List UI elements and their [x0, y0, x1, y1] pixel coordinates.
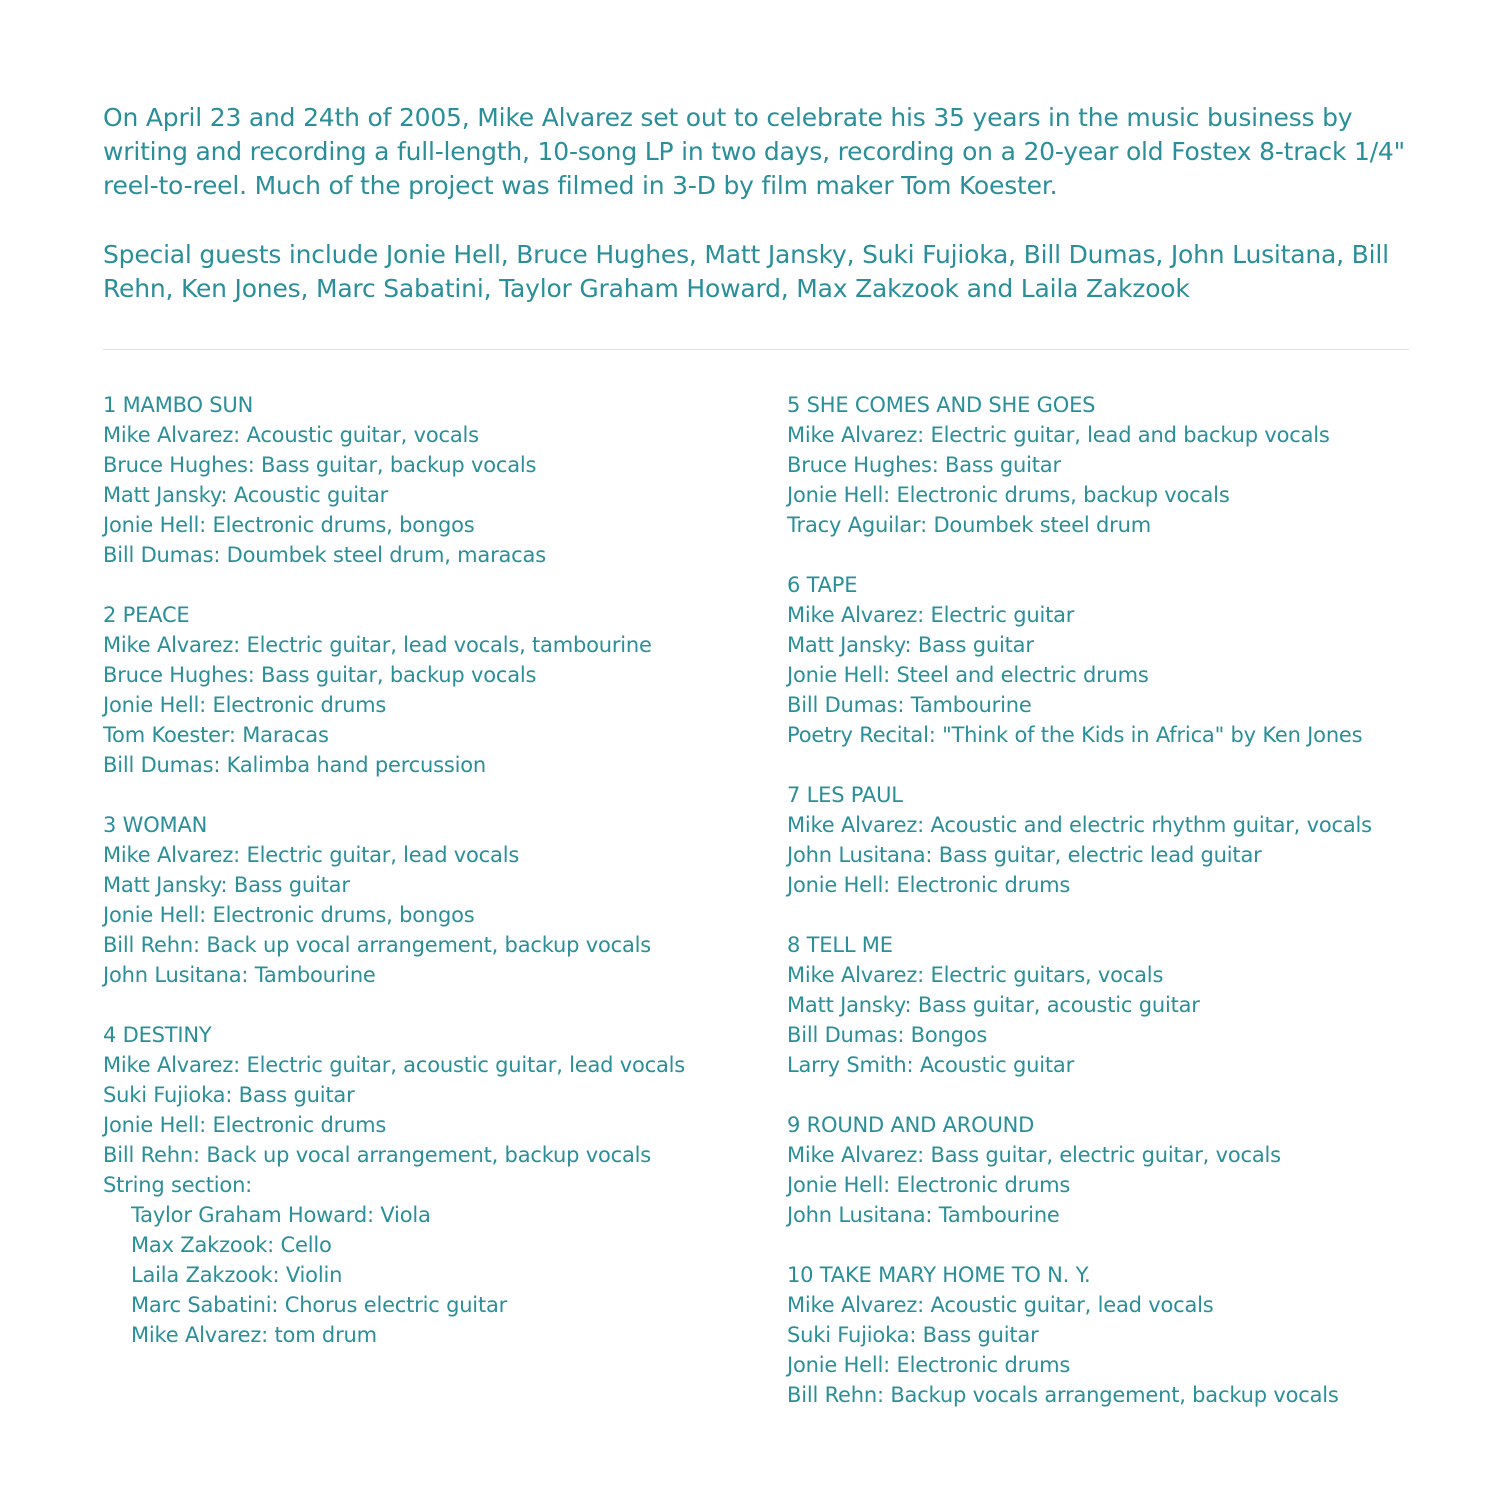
track-credit: John Lusitana: Tambourine: [787, 1203, 1060, 1227]
track-credit: Bill Dumas: Kalimba hand percussion: [103, 753, 486, 777]
track-title: 4 DESTINY: [103, 1023, 212, 1047]
string-section-credit: Max Zakzook: Cello: [131, 1233, 332, 1257]
track-credit: Bill Dumas: Bongos: [787, 1023, 988, 1047]
track-block: [103, 600, 763, 780]
track-credit: Mike Alvarez: Electric guitars, vocals: [787, 963, 1164, 987]
string-section-credit: Mike Alvarez: tom drum: [131, 1323, 377, 1347]
intro-text: [103, 101, 1413, 306]
track-credit: Matt Jansky: Acoustic guitar: [103, 483, 389, 507]
track-credit: Jonie Hell: Electronic drums, backup vocals: [787, 483, 1230, 507]
track-credit: Mike Alvarez: Electric guitar: [787, 603, 1075, 627]
track-title: 3 WOMAN: [103, 813, 208, 837]
track-credit: John Lusitana: Bass guitar, electric lead guitar: [787, 843, 1262, 867]
track-credit: Bill Rehn: Back up vocal arrangement, backup vocals: [103, 933, 652, 957]
track-title: 9 ROUND AND AROUND: [787, 1113, 1035, 1137]
track-list-right-column: [787, 390, 1447, 1440]
section-divider: [103, 349, 1409, 350]
track-block: [103, 810, 763, 990]
track-credit: Jonie Hell: Electronic drums: [787, 1173, 1071, 1197]
track-credit: Bruce Hughes: Bass guitar, backup vocals: [103, 663, 537, 687]
string-section-credit: Marc Sabatini: Chorus electric guitar: [131, 1293, 508, 1317]
track-title: 6 TAPE: [787, 573, 858, 597]
track-credit: Matt Jansky: Bass guitar, acoustic guitar: [787, 993, 1200, 1017]
track-block: [787, 780, 1447, 900]
track-credit: Mike Alvarez: Electric guitar, lead vocals, tambourine: [103, 633, 652, 657]
track-credit: John Lusitana: Tambourine: [103, 963, 376, 987]
track-title: 8 TELL ME: [787, 933, 893, 957]
track-block: [787, 1260, 1447, 1410]
track-credit: Mike Alvarez: Electric guitar, lead vocals: [103, 843, 520, 867]
track-list-left-column: [103, 390, 763, 1380]
track-credit: Mike Alvarez: Electric guitar, lead and backup vocals: [787, 423, 1330, 447]
track-credit: Jonie Hell: Electronic drums: [103, 693, 387, 717]
track-block: [103, 390, 763, 570]
track-credit: Suki Fujioka: Bass guitar: [787, 1323, 1039, 1347]
track-credit: Bill Rehn: Back up vocal arrangement, backup vocals: [103, 1143, 652, 1167]
string-section-credit: Taylor Graham Howard: Viola: [131, 1203, 431, 1227]
track-credit: Jonie Hell: Electronic drums: [787, 873, 1071, 897]
track-credit: Bill Rehn: Backup vocals arrangement, backup vocals: [787, 1383, 1339, 1407]
track-title: 2 PEACE: [103, 603, 190, 627]
track-credit: String section:: [103, 1173, 253, 1197]
track-block: [787, 570, 1447, 750]
track-block: [787, 1110, 1447, 1230]
track-block: [103, 1020, 763, 1350]
track-credit: Jonie Hell: Electronic drums, bongos: [103, 903, 475, 927]
track-credit: Tracy Aguilar: Doumbek steel drum: [787, 513, 1151, 537]
track-title: 10 TAKE MARY HOME TO N. Y.: [787, 1263, 1091, 1287]
track-credit: Matt Jansky: Bass guitar: [103, 873, 350, 897]
intro-paragraph: On April 23 and 24th of 2005, Mike Alvarez set out to celebrate his 35 years in the music business by writing and recording a full-length, 10-song LP in two days, recording on a 20-year old Fostex 8-track 1/4" reel-to-reel. Much of the project was filmed in 3-D by film maker Tom Koester.: [103, 103, 1405, 200]
track-credit: Jonie Hell: Steel and electric drums: [787, 663, 1149, 687]
track-credit: Bruce Hughes: Bass guitar, backup vocals: [103, 453, 537, 477]
track-title: 1 MAMBO SUN: [103, 393, 254, 417]
track-credit: Jonie Hell: Electronic drums: [787, 1353, 1071, 1377]
track-credit: Suki Fujioka: Bass guitar: [103, 1083, 355, 1107]
track-credit: Bill Dumas: Doumbek steel drum, maracas: [103, 543, 546, 567]
track-credit: Larry Smith: Acoustic guitar: [787, 1053, 1075, 1077]
track-credit: Tom Koester: Maracas: [103, 723, 329, 747]
track-block: [787, 390, 1447, 540]
track-credit: Poetry Recital: "Think of the Kids in Africa" by Ken Jones: [787, 723, 1363, 747]
special-guests-paragraph: Special guests include Jonie Hell, Bruce Hughes, Matt Jansky, Suki Fujioka, Bill Dumas, John Lusitana, Bill Rehn, Ken Jones, Marc Sabatini, Taylor Graham Howard, Max Zakzook and Laila Zakzook: [103, 240, 1389, 303]
track-credit: Mike Alvarez: Bass guitar, electric guitar, vocals: [787, 1143, 1281, 1167]
track-credit: Jonie Hell: Electronic drums: [103, 1113, 387, 1137]
track-credit: Mike Alvarez: Acoustic and electric rhythm guitar, vocals: [787, 813, 1372, 837]
track-credit: Mike Alvarez: Electric guitar, acoustic guitar, lead vocals: [103, 1053, 686, 1077]
track-credit: Matt Jansky: Bass guitar: [787, 633, 1034, 657]
track-title: 7 LES PAUL: [787, 783, 903, 807]
string-section-credit: Laila Zakzook: Violin: [131, 1263, 343, 1287]
track-credit: Bruce Hughes: Bass guitar: [787, 453, 1061, 477]
track-block: [787, 930, 1447, 1080]
track-credit: Jonie Hell: Electronic drums, bongos: [103, 513, 475, 537]
track-credit: Bill Dumas: Tambourine: [787, 693, 1032, 717]
track-credit: Mike Alvarez: Acoustic guitar, lead vocals: [787, 1293, 1214, 1317]
track-credit: Mike Alvarez: Acoustic guitar, vocals: [103, 423, 479, 447]
track-title: 5 SHE COMES AND SHE GOES: [787, 393, 1096, 417]
